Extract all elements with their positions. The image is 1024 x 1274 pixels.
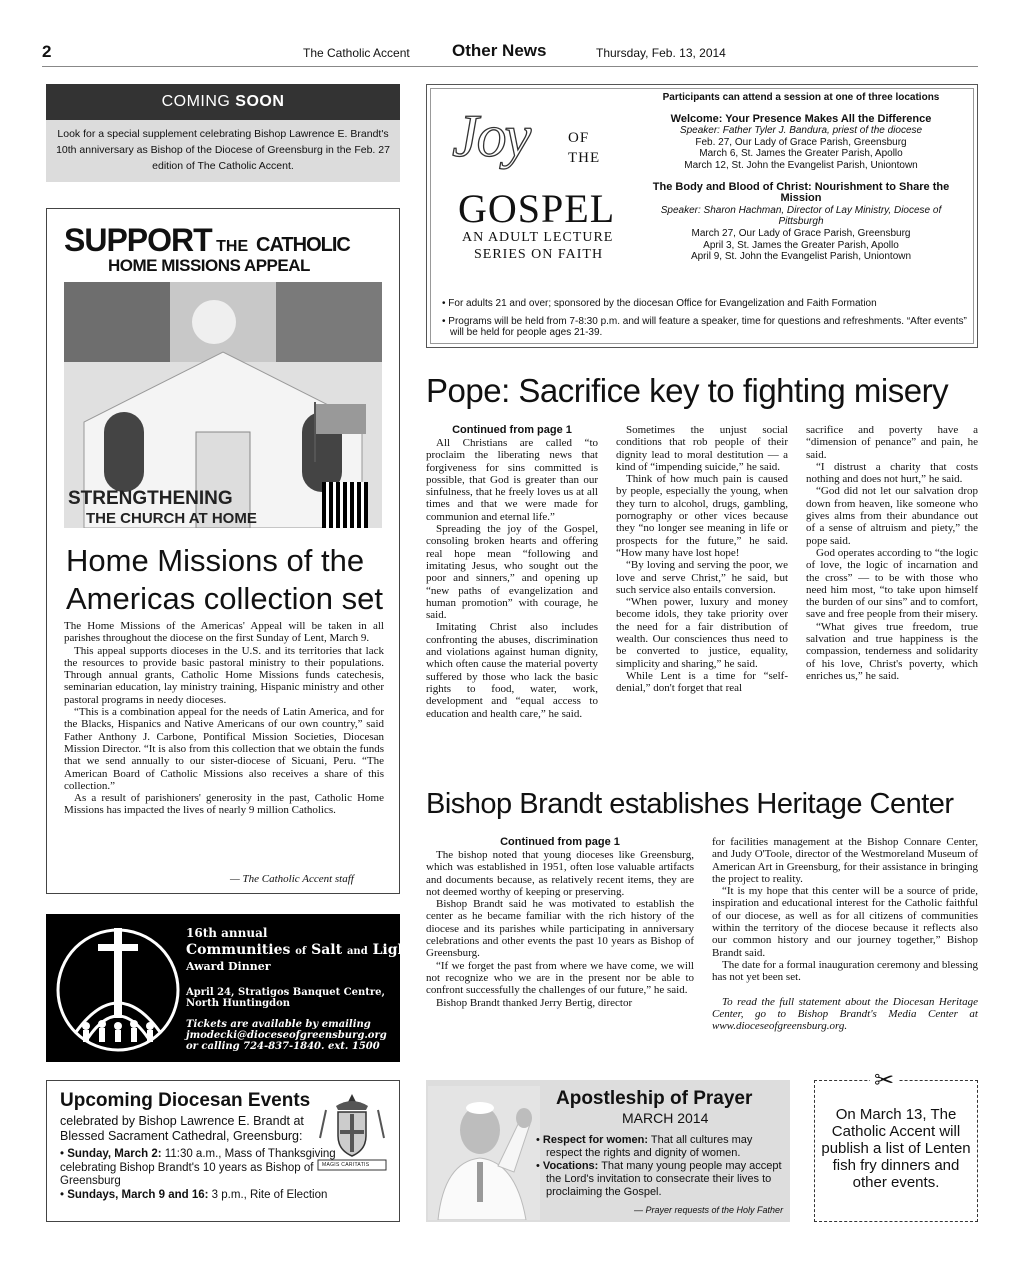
session2-date3: April 9, St. John the Evangelist Parish, Uniontown [690, 251, 912, 263]
session1-date3: March 12, St. John the Evangelist Parish, Uniontown [684, 159, 918, 171]
home-missions-body [64, 620, 384, 817]
session2-title: The Body and Blood of Christ: Nourishment to Share the Mission [652, 180, 950, 205]
paragraph: Sometimes the unjust social conditions that rob people of their dignity lead to moral destitution — a kind of “impending suicide,” he said. [616, 424, 788, 473]
com-w4: and [346, 946, 368, 957]
continued-label: Continued from page 1 [500, 836, 620, 848]
joy-tagline-1: AN ADULT LECTURE [462, 230, 614, 245]
publication-name: The Catholic Accent [303, 46, 410, 60]
event-date: Sundays, March 9 and 16: [67, 1188, 209, 1201]
com-line1: 16th annual [186, 926, 268, 940]
session1-date1: Feb. 27, Our Lady of Grace Parish, Greensburg [695, 136, 907, 148]
bishop-col-1 [426, 836, 694, 1009]
paragraph: God operates according to “the logic of love, the logic of incarnation and the cross” — to be with those who need him most, “to take upon himself the burden of our sins” and to comfort, save and free people from their misery. [806, 546, 978, 621]
list-item: • Programs will be held from 7-8:30 p.m. and will feature a speaker, time for questions and refreshments. “After events” will be held for people ages 21-39. [442, 315, 967, 338]
cross-people-logo [46, 914, 186, 1062]
joy-bullets [442, 298, 972, 339]
paragraph: While Lent is a time for “self-denial,” don't forget that real [616, 669, 788, 695]
session2-date1: March 27, Our Lady of Grace Parish, Greensburg [691, 227, 911, 239]
pope-col-3 [806, 424, 978, 682]
list-item: • Sundays, March 9 and 16: 3 p.m., Rite of Election [60, 1188, 328, 1201]
paragraph: “If we forget the past from where we have come, we will not recognize who we are in the present nor be able to confront successfully the challenges of our future,” he said. [426, 959, 694, 997]
session1-date2: March 6, St. James the Greater Parish, Apollo [699, 148, 903, 160]
coming-soon-word-a: COMING [161, 93, 231, 110]
catholic-word: CATHOLIC [256, 234, 350, 256]
paragraph: The Home Missions of the Americas' Appeal will be taken in all parishes throughout the diocese on the first Sunday of Lent, March 9. [64, 620, 384, 645]
paragraph: Bishop Brandt said he was motivated to establish the center as he became familiar with the rich history of the diocese and its parishes while participating in anniversary celebrations and other events the past 10 years as Bishop of Greensburg. [426, 898, 694, 960]
page-number: 2 [42, 42, 52, 61]
coming-soon-body [46, 120, 400, 182]
com-line2 [186, 942, 414, 958]
church-at-home-text: THE CHURCH AT HOME [86, 510, 257, 527]
continued-label: Continued from page 1 [452, 424, 572, 436]
pope-headline: Pope: Sacrifice key to fighting misery [426, 372, 949, 409]
the-word: THE [216, 238, 249, 255]
joy-intro: Participants can attend a session at one of three locations [662, 92, 940, 103]
event-text: 11:30 a.m., Mass of Thanksgiving celebrating Bishop Brandt's 10 years as Bishop of Greensburg [60, 1148, 336, 1187]
paragraph: “When power, luxury and money become idols, they take priority over the need for a fair distribution of wealth. Our consciences thus need to be converted to justice, equality, simplicity and sharing,” he said. [616, 596, 788, 670]
coming-soon-heading [46, 84, 400, 120]
apostleship-month: MARCH 2014 [622, 1110, 709, 1126]
paragraph: “By loving and serving the poor, we love and serve Christ,” he said, but such service also entails conversion. [616, 559, 788, 596]
home-missions-credit: — The Catholic Accent staff [230, 873, 354, 885]
support-word: SUPPORT [64, 222, 212, 258]
com-w5: Light [372, 942, 415, 958]
com-w2: of [295, 946, 307, 957]
fish-fry-notice-text: On March 13, The Catholic Accent will publish a list of Lenten fish fry dinners and other events. [821, 1106, 971, 1191]
paragraph: “This is a combination appeal for the needs of Latin America, and for the Blacks, Hispanics and Native Americans of our own country,” said Father Anthony J. Carbone, Pontifical Mission Societies, Diocesan Mission Director. “It is also from this collection that we obtain the funds that we send annually to our sister-diocese of Sicuani, Peru. “The American Board of Catholic Missions also receives a share of this collection.” [64, 706, 384, 792]
coming-soon-text: Look for a special supplement celebrating Bishop Lawrence E. Brandt's 10th anniversary as Bishop of the Diocese of Greensburg in the Feb. 27 edition of The Catholic Accent. [56, 128, 390, 172]
paragraph: All Christians are called “to proclaim the liberating news that forgiveness for sins committed is possible, that God is greater than our sinfulness, that he freely loves us at all times and that we were made for communion and eternal life.” [426, 437, 598, 523]
paragraph: This appeal supports dioceses in the U.S. and its territories that lack the resources to provide basic pastoral ministry to their populations. Through annual grants, Catholic Home Missions funds catechesis, seminarian education, lay ministry training, Hispanic ministry and other pastoral programs in needy dioceses. [64, 644, 384, 706]
support-ad-title [64, 222, 350, 259]
bishop-headline: Bishop Brandt establishes Heritage Center [426, 788, 954, 820]
list-item: • For adults 21 and over; sponsored by the diocesan Office for Evangelization and Faith Formation [442, 298, 877, 309]
apostleship-credit: — Prayer requests of the Holy Father [634, 1205, 784, 1215]
paragraph: for facilities management at the Bishop Connare Center, and Judy O'Toole, director of the Westmoreland Museum of American Art in Greensburg, for their assistance in bringing the project to reality. [712, 836, 978, 885]
paragraph: “I distrust a charity that costs nothing and does not hurt,” he said. [806, 460, 978, 486]
paragraph: sacrifice and poverty have a “dimension of penance” and pain, he said. [806, 424, 978, 461]
coming-soon-word-b: SOON [235, 93, 285, 110]
section-name: Other News [452, 41, 547, 60]
paragraph: Spreading the joy of the Gospel, consoling broken hearts and offering real hope mean “following and imitating Jesus, who sought out the poor and sinners,” and opening up “new paths of evangelization and human promotion” with courage, he said. [426, 523, 598, 622]
com-line7: jmodecki@dioceseofgreensburg.org [186, 1030, 387, 1041]
paragraph: The date for a formal inauguration ceremony and blessing has not yet been set. [712, 958, 978, 984]
crest-motto: MAGIS CARITATIS [322, 1162, 370, 1168]
prayer-text: That many young people may accept the Lord's invitation to consecrate their lives to proclaiming the Gospel. [546, 1160, 782, 1198]
bishop-col-2 [712, 836, 978, 1032]
list-item: • Sunday, March 2: 11:30 a.m., Mass of Thanksgiving celebrating Bishop Brandt's 10 years as Bishop of Greensburg [60, 1148, 336, 1187]
pope-photo [428, 1086, 540, 1220]
list-item: • Vocations: That many young people may accept the Lord's invitation to consecrate their lives to proclaiming the Gospel. [536, 1160, 782, 1198]
pope-col-1 [426, 424, 598, 720]
com-w3: Salt [311, 942, 343, 958]
list-item: • Respect for women: That all cultures may respect the rights and dignity of women. [536, 1134, 753, 1159]
bishop-note: To read the full statement about the Diocesan Heritage Center, go to Bishop Brandt's Media Center at www.dioceseofgreensburg.org. [712, 995, 978, 1033]
com-line3: Award Dinner [186, 960, 271, 973]
joy-logo-joy: Joy [452, 103, 530, 169]
events-title: Upcoming Diocesan Events [60, 1090, 311, 1111]
paragraph: “God did not let our salvation drop down from heaven, like someone who gives alms from their abundance out of a sense of altruism and piety,” the pope said. [806, 485, 978, 547]
apostleship-title: Apostleship of Prayer [556, 1088, 753, 1109]
issue-date: Thursday, Feb. 13, 2014 [596, 46, 726, 60]
session2-date2: April 3, St. James the Greater Parish, Apollo [703, 239, 899, 251]
event-date: Sunday, March 2: [67, 1148, 162, 1160]
apostleship-list [536, 1134, 784, 1199]
joy-logo-of: OF [568, 130, 590, 146]
com-line5: North Huntingdon [186, 998, 291, 1009]
paragraph: The bishop noted that young dioceses like Greensburg, which was established in 1951, often lose valuable artifacts and documents because, as relatively recent items, they are not deemed worthy of keeping or preserving. [426, 849, 694, 898]
com-line8: or calling 724-837-1840. ext. 1500 [186, 1041, 380, 1052]
paragraph: Think of how much pain is caused by people, especially the young, when they turn to alcohol, drugs, gambling, pornography or other vices because they “no longer see meaning in life or prospects for the future,” he said. “How many have lost hope! [616, 473, 788, 559]
joy-sessions [640, 92, 962, 263]
communities-text [186, 926, 414, 1052]
paragraph: Bishop Brandt thanked Jerry Bertig, director [436, 996, 633, 1009]
event-text: 3 p.m., Rite of Election [208, 1188, 328, 1201]
paragraph: “It is my hope that this center will be a source of pride, inspiration and educational interest for the Catholic faithful of our diocese, as well as for all citizens of communities within the territory of the diocese because it reflects also our common history and our journey together,” Bishop Brandt said. [712, 885, 978, 959]
prayer-text: That all cultures may respect the rights and dignity of women. [546, 1134, 753, 1159]
joy-logo-gospel: GOSPEL [458, 186, 616, 231]
paragraph: As a result of parishioners' generosity in the past, Catholic Home Missions has impacted the lives of nearly 9 million Catholics. [64, 792, 384, 817]
prayer-topic: Vocations: [542, 1160, 599, 1172]
prayer-topic: Respect for women: [542, 1134, 649, 1146]
com-w1: Communities [186, 942, 291, 958]
events-subtitle: celebrated by Bishop Lawrence E. Brandt at Blessed Sacrament Cathedral, Greensburg: [60, 1114, 304, 1143]
bullet-text: Programs will be held from 7-8:30 p.m. and will feature a speaker, time for questions and refreshments. “After events” will be held for people ages 21-39. [448, 315, 967, 338]
session1-title: Welcome: Your Presence Makes All the Difference [670, 112, 932, 125]
session2-speaker: Speaker: Sharon Hachman, Director of Lay Ministry, Diocese of Pittsburgh [660, 204, 942, 228]
scissors-icon: ✂ [870, 1066, 898, 1095]
events-list [60, 1148, 340, 1202]
support-ad-subtitle: HOME MISSIONS APPEAL [108, 256, 310, 275]
paragraph: “What gives true freedom, true salvation and true happiness is the compassion, tenderness and solidarity of his love, Christ's poverty, which enriches us,” he said. [806, 620, 978, 682]
session1-speaker: Speaker: Father Tyler J. Bandura, priest of the diocese [679, 125, 923, 137]
bishop-crest [316, 1092, 388, 1174]
joy-tagline-2: SERIES ON FAITH [474, 247, 604, 262]
header-rule [42, 66, 978, 67]
qr-code [322, 482, 368, 528]
joy-logo-the: THE [568, 150, 601, 166]
com-line6: Tickets are available by emailing [186, 1019, 371, 1030]
strengthening-text: STRENGTHENING [68, 488, 233, 509]
paragraph: Imitating Christ also includes confronting the abuses, discrimination and violations against human dignity, which often cause the material poverty suffered by those who lack the basic rights to food, water, work, development and “equal access to education and health care,” he said. [426, 621, 598, 720]
home-missions-headline: Home Missions of the Americas collection set [66, 543, 384, 616]
com-line4: April 24, Stratigos Banquet Centre, [186, 987, 386, 998]
pope-col-2 [616, 424, 788, 695]
bullet-text: For adults 21 and over; sponsored by the diocesan Office for Evangelization and Faith Formation [448, 298, 877, 309]
